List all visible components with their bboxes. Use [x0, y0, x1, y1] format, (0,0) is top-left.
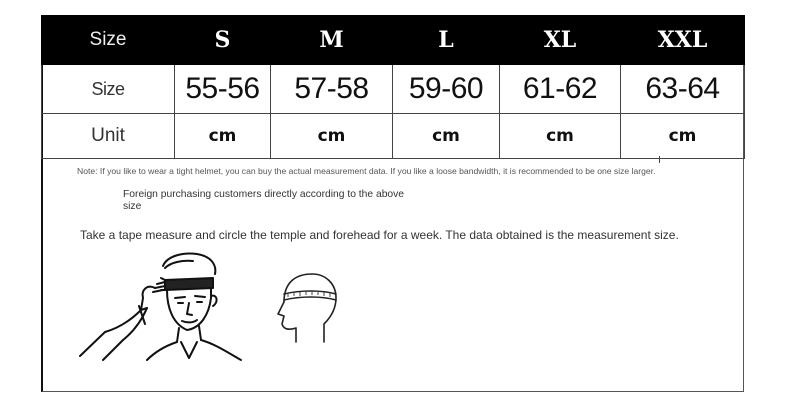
- header-cell: S: [175, 16, 271, 65]
- table-cell: 61-62: [500, 65, 621, 114]
- sizing-note: Note: If you like to wear a tight helmet, you can buy the actual measurement data. If you like a loose bandwidth, it is recommended to be one size larger.: [77, 166, 656, 176]
- header-cell: XXL: [621, 16, 745, 65]
- row-label: Size: [42, 65, 175, 114]
- table-cell: 55-56: [175, 65, 271, 114]
- divider-tick: [659, 156, 660, 163]
- table-cell: cm: [393, 114, 500, 159]
- table-cell: 57-58: [271, 65, 393, 114]
- header-cell: L: [393, 16, 500, 65]
- head-profile-measure-icon: [270, 266, 345, 346]
- table-row: [42, 114, 745, 159]
- table-cell: 59-60: [393, 65, 500, 114]
- header-cell: Size: [42, 16, 175, 65]
- header-cell: M: [271, 16, 393, 65]
- table-cell: cm: [175, 114, 271, 159]
- table-cell: cm: [500, 114, 621, 159]
- table-cell: 63-64: [621, 65, 745, 114]
- header-cell: XL: [500, 16, 621, 65]
- table-cell: cm: [271, 114, 393, 159]
- table-cell: cm: [621, 114, 745, 159]
- table-header-row: [42, 16, 745, 65]
- size-table: [41, 15, 745, 159]
- table-row: [42, 65, 745, 114]
- foreign-customer-note: Foreign purchasing customers directly according to the above size: [123, 189, 405, 212]
- row-label: Unit: [42, 114, 175, 159]
- measurement-instruction: Take a tape measure and circle the temple and forehead for a week. The data obtained is the measurement size.: [80, 228, 679, 242]
- person-measuring-head-icon: [75, 248, 265, 363]
